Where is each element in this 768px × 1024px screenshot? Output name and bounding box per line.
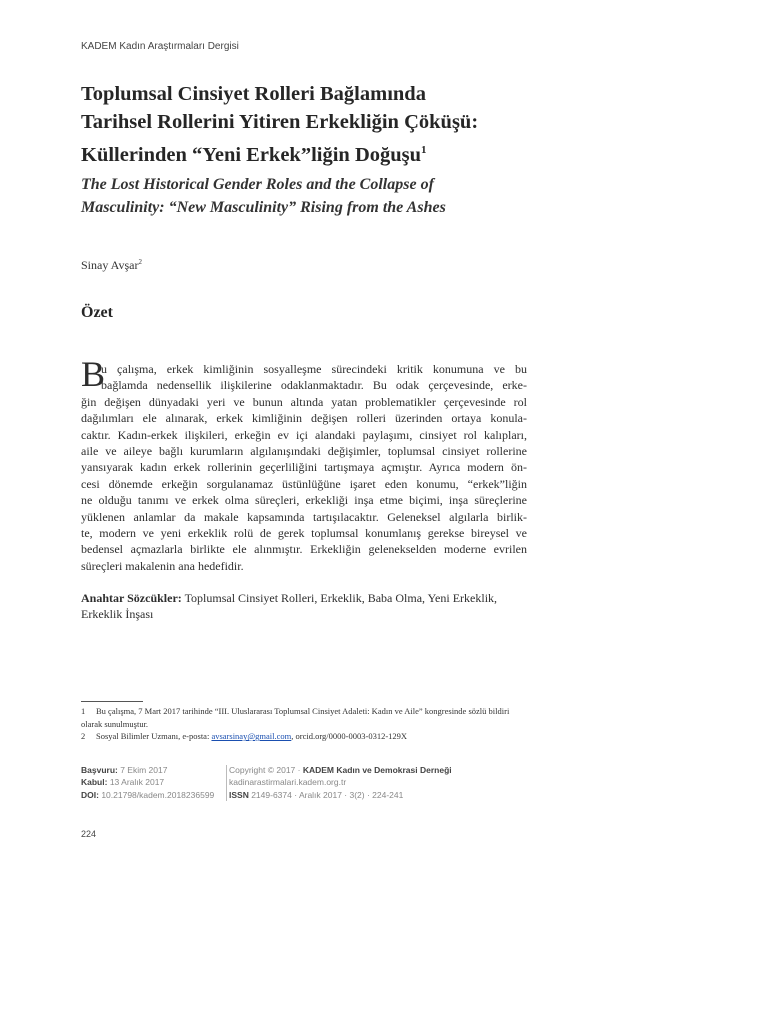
acceptance-date — [81, 776, 221, 788]
submission-label: Başvuru: — [81, 765, 118, 775]
footnote-number: 2 — [81, 731, 86, 741]
copyright-org: KADEM Kadın ve Demokrasi Derneği — [302, 765, 452, 775]
abstract-heading: Özet — [81, 304, 113, 321]
title-line: Tarihsel Rollerini Yitiren Erkekliğin Çöküşü: — [81, 111, 479, 133]
acceptance-value: 13 Aralık 2017 — [107, 777, 165, 788]
abstract-line: ne olduğu tanımı ve erkek olma süreçleri, erkekliği inşa etme biçimi, inşa süreçlerine — [81, 493, 527, 508]
footnote-suffix: , orcid.org/0000-0003-0312-129X — [291, 731, 408, 741]
acceptance-label: Kabul: — [81, 777, 108, 788]
journal-name: KADEM Kadın Araştırmaları Dergisi — [81, 41, 239, 52]
abstract-line: yüklenen anlamlar da makale kapsamında tartışılacaktır. Geleneksel algılarla birlik- — [81, 509, 527, 524]
abstract-line: süreçleri makalenin ana hedefidir. — [81, 558, 244, 573]
abstract-line: aile ve aileye bağlı kurumların algılanışındaki değişimler, toplumsal cinsiyet rollerine — [81, 443, 527, 458]
footnote-number: 1 — [81, 706, 86, 716]
title-footnote-mark: 1 — [421, 144, 427, 156]
title-line: Toplumsal Cinsiyet Rolleri Bağlamında — [81, 83, 426, 105]
abstract-line: ğin değişen dünyadaki yeri ve bunun altında yatan problematikler çerçevesinde rol — [81, 394, 527, 409]
subtitle-line: The Lost Historical Gender Roles and the Collapse of — [81, 176, 434, 193]
page-number: 224 — [81, 829, 97, 839]
copyright-line — [229, 764, 489, 776]
abstract-line: u çalışma, erkek kimliğinin sosyalleşme sürecindeki kritik konumuna ve bu — [101, 362, 527, 376]
author-name: Sinay Avşar — [81, 258, 139, 272]
footnote-prefix: Sosyal Bilimler Uzmanı, e-posta: — [96, 731, 212, 741]
copyright-prefix: Copyright © 2017 · — [229, 765, 303, 775]
footnotes — [81, 705, 527, 743]
abstract-line: bağlamda nedensellik ilişkilerine odaklanmaktadır. Bu odak çerçevesinde, erke- — [101, 378, 527, 393]
footnote-divider — [81, 701, 143, 702]
abstract-body — [81, 361, 527, 574]
footnote-2 — [81, 730, 527, 743]
abstract-line: dağılımları ele alınarak, erkek kimliğinin değişen rolleri üzerinden ortaya konula- — [81, 411, 527, 426]
article-subtitle-english — [81, 173, 551, 219]
abstract-dropcap: B — [81, 354, 106, 394]
issn-value: 2149-6374 · Aralık 2017 · 3(2) · 224-241 — [248, 789, 404, 800]
abstract-line: bedensel açmazlarla birlikte ele alınmıştır. Erkekliğin gelenekselden moderne evrilen — [81, 542, 527, 557]
doi-value: 10.21798/kadem.2018236599 — [98, 789, 215, 800]
title-line: Küllerinden “Yeni Erkek”liğin Doğuşu — [81, 144, 422, 166]
website: kadinarastirmalari.kadem.org.tr — [229, 777, 347, 788]
subtitle-line: Masculinity: “New Masculinity” Rising from the Ashes — [81, 199, 446, 216]
abstract-line: caktır. Kadın-erkek ilişkileri, erkeğin ev içi alandaki paylaşımı, cinsiyet rol kalıpları, — [81, 427, 527, 442]
author — [81, 258, 142, 273]
doi-label: DOI: — [81, 789, 99, 800]
submission-date — [81, 764, 221, 776]
footnote-1 — [81, 705, 527, 730]
doi — [81, 789, 221, 801]
keywords-label: Anahtar Sözcükler: — [81, 591, 182, 605]
publisher-info — [229, 764, 489, 801]
footnote-text: Bu çalışma, 7 Mart 2017 tarihinde “III. Uluslararası Toplumsal Cinsiyet Adaleti: Kadın ve Aile” kongresinde sözlü bildiri olarak sunulmuştur. — [81, 706, 510, 729]
keywords — [81, 590, 527, 623]
issn-line — [229, 789, 489, 801]
abstract-line: te, modern ve yeni erkeklik rolü de gerek toplumsal konumlanış gerekse bireysel ve — [81, 525, 527, 540]
abstract-line: cesi dönemde erkeğin sorgulanamaz üstünlüğüne işaret eden konumu, “erkek”liğin — [81, 476, 527, 491]
article-title — [81, 80, 551, 169]
meta-divider — [226, 765, 227, 801]
author-email-link[interactable]: avsarsinay@gmail.com — [211, 731, 292, 741]
issn-label: ISSN — [229, 789, 249, 800]
abstract-line: yansıyarak kadın erkek rollerinin geçerliliğini tartışmaya açmıştır. Ayrıca modern ön- — [81, 460, 527, 475]
keywords-text: Toplumsal Cinsiyet Rolleri, Erkeklik, Baba Olma, Yeni Erkeklik, Erkeklik İnşası — [81, 591, 498, 622]
submission-info — [81, 764, 221, 801]
submission-value: 7 Ekim 2017 — [117, 765, 168, 775]
author-footnote-mark: 2 — [138, 258, 142, 266]
